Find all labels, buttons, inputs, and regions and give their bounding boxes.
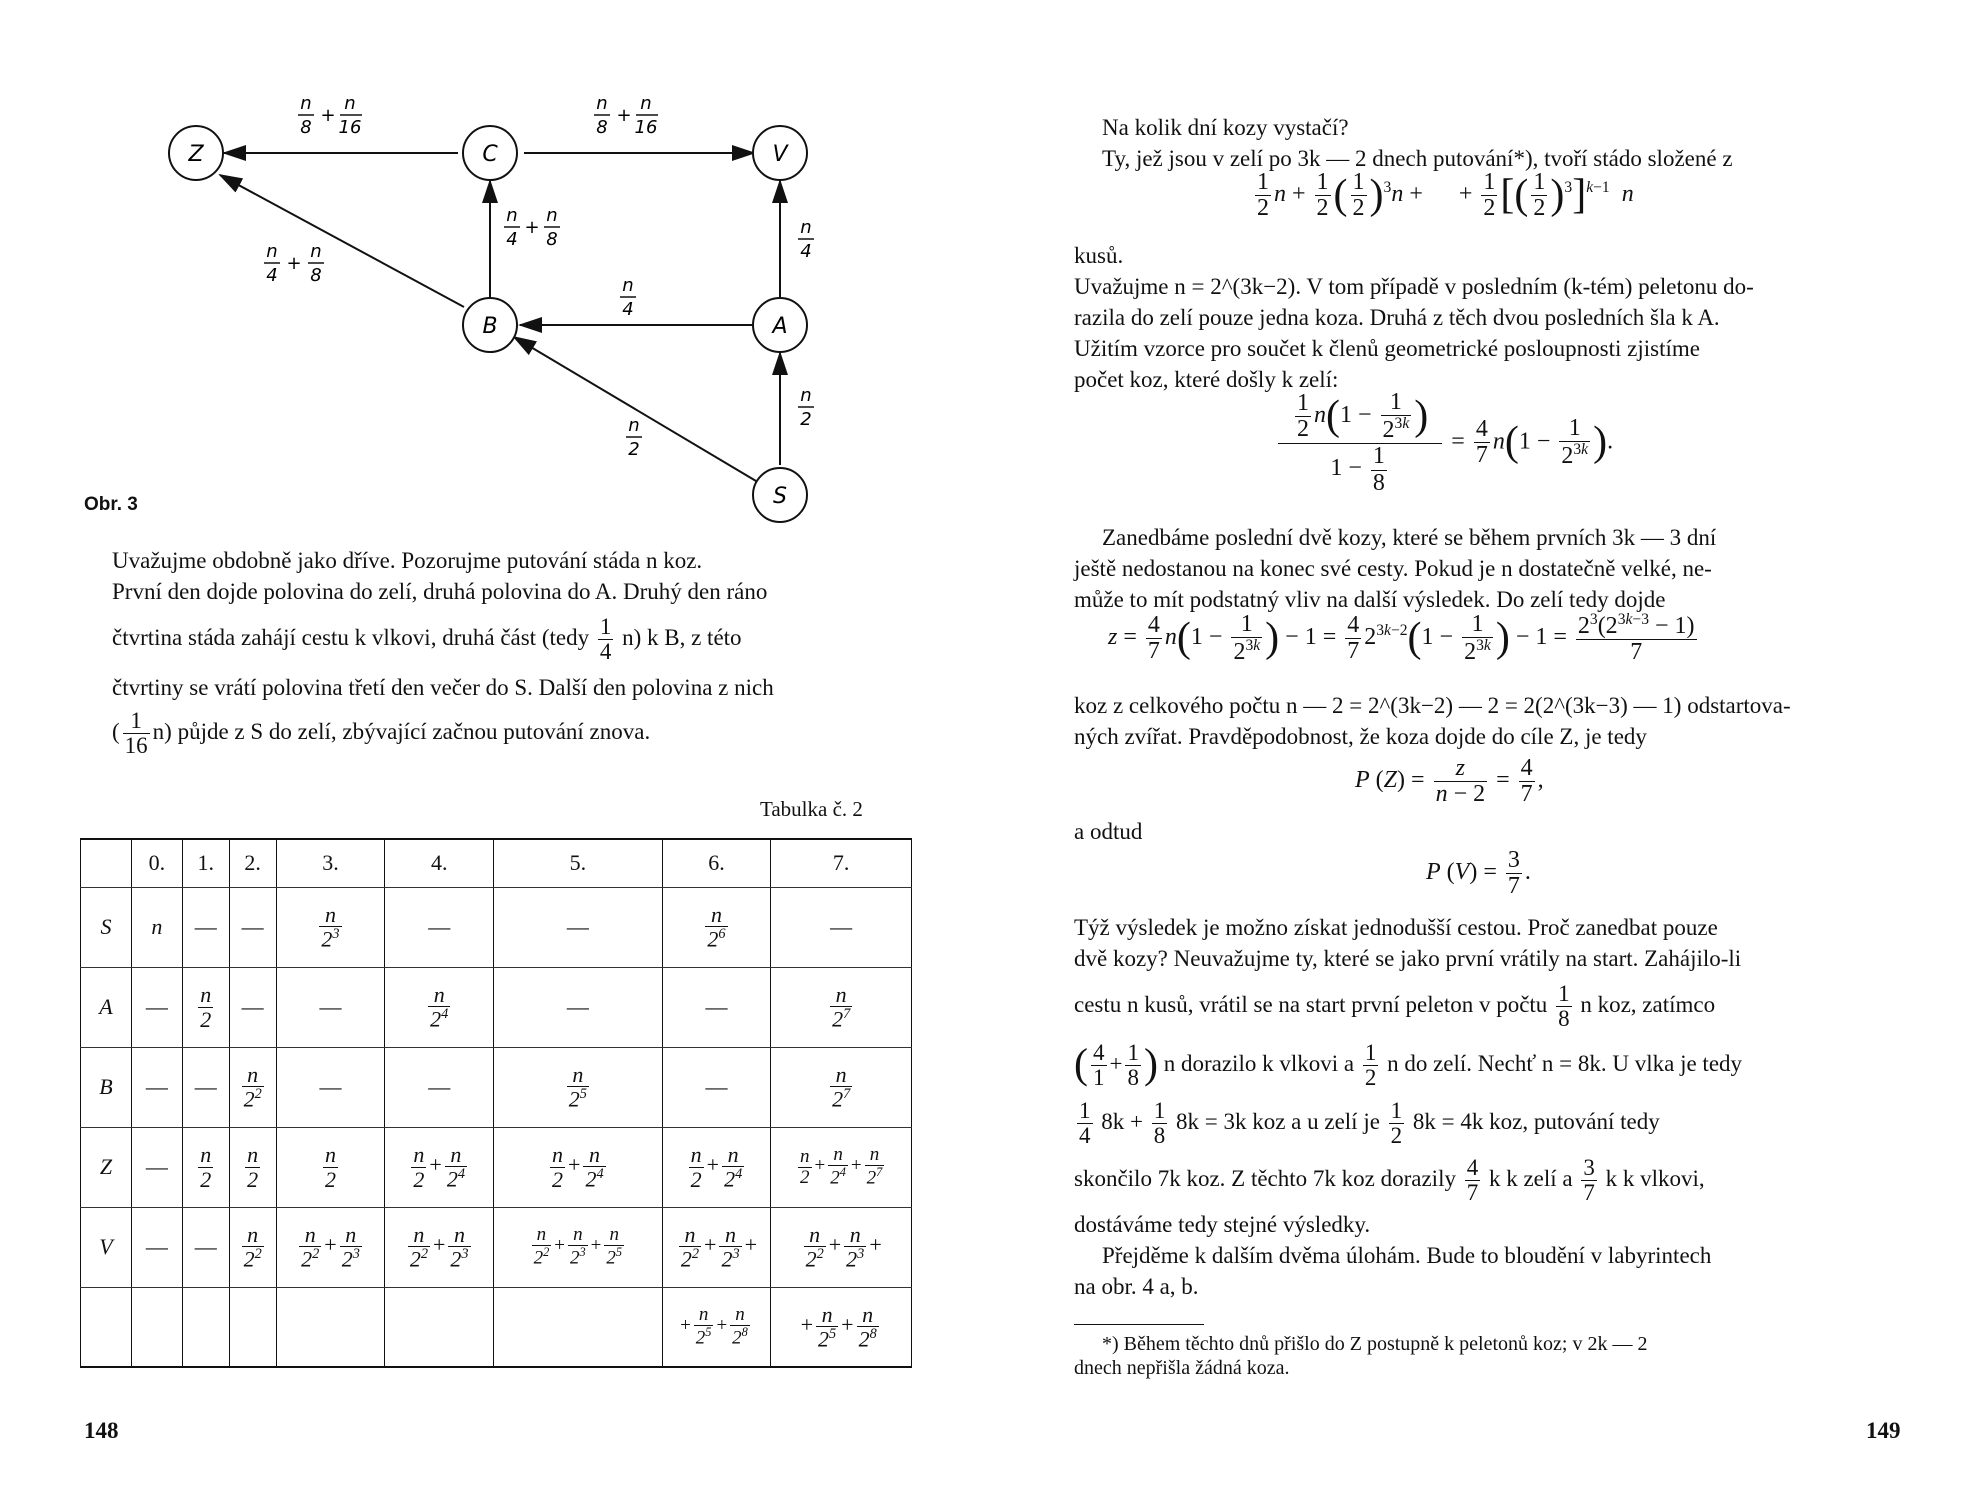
equation-herd-sum: $\frac{1}{2}$ n + $\frac{1}{2}$ ( $\frac{1}{2}$ )$^3$n + + $\frac{1}{2}$ [( $\frac{1}{2}$ )$^3$]$^{k-1}$ n bbox=[1257, 169, 1634, 222]
svg-text:+: + bbox=[320, 105, 336, 126]
text-line: $\frac{1}{4}$ 8k + $\frac{1}{8}$ 8k = 3k koz a u zelí je $\frac{1}{2}$ 8k = 4k koz, putování tedy bbox=[1079, 1097, 1660, 1148]
label-a-b bbox=[620, 275, 636, 320]
svg-text:+: + bbox=[524, 217, 540, 238]
table-row: + $\frac{n}{2^5}$ + $\frac{n}{2^8}$ + $\frac{n}{2^5}$ + $\frac{n}{2^8}$ bbox=[81, 1287, 912, 1367]
label-s-a bbox=[798, 385, 814, 430]
table-2 bbox=[80, 838, 912, 1368]
equation-geometric-sum: $\frac{1}{2}$ n(1 − $\frac{1}{2^{3k}}$ ) 1 − $\frac{1}{8}$ = $\frac{4}{7}$ n(1 − $\frac{1}{2^{3k}}$ ). bbox=[1275, 390, 1613, 496]
edge-b-z bbox=[220, 175, 464, 307]
svg-text:n: n bbox=[640, 93, 652, 114]
row-label: A bbox=[81, 967, 132, 1047]
text-line: ( $\frac{4}{1}$ + $\frac{1}{8}$ ) n dorazilo k vlkovi a $\frac{1}{2}$ n do zelí. Nechť n = 8k. U vlka je tedy bbox=[1074, 1040, 1743, 1091]
a-odtud: a odtud bbox=[1074, 819, 1143, 844]
svg-text:n: n bbox=[596, 93, 608, 114]
text-fragment: cestu n kusů, vrátil se na start první peleton v počtu bbox=[1074, 991, 1548, 1017]
svg-text:+: + bbox=[286, 253, 302, 274]
table-row: S n — — $\frac{n}{2^3}$ — — $\frac{n}{2^6}$ — bbox=[81, 887, 912, 967]
table-header-cell: 2. bbox=[229, 839, 276, 887]
figure-caption: Obr. 3 bbox=[84, 494, 138, 515]
svg-text:V: V bbox=[772, 142, 788, 167]
goat-walk-diagram bbox=[150, 85, 830, 535]
right-paragraph-2 bbox=[1074, 522, 1904, 615]
svg-text:n: n bbox=[310, 241, 322, 262]
left-paragraph bbox=[112, 545, 912, 759]
label-c-z bbox=[298, 93, 362, 138]
equation-pz: P (Z) = $\frac{z}{n - 2}$ = $\frac{4}{7}$ , bbox=[1355, 755, 1544, 808]
text-line: cestu n kusů, vrátil se na start první peleton v počtu $\frac{1}{8}$ n koz, zatímco bbox=[1074, 981, 1716, 1032]
svg-text:8: 8 bbox=[546, 229, 558, 250]
text-fragment: n) půjde z S do zelí, zbývající začnou putování znova. bbox=[152, 719, 651, 745]
text-fragment: n koz, zatímco bbox=[1580, 991, 1716, 1017]
row-label: B bbox=[81, 1047, 132, 1127]
text-fragment: k k vlkovi, bbox=[1605, 1165, 1705, 1191]
right-page bbox=[990, 0, 1980, 1500]
label-b-c bbox=[504, 205, 560, 250]
text-line: Na kolik dní kozy vystačí? bbox=[1102, 115, 1349, 140]
text-fragment: skončilo 7k koz. Z těchto 7k koz dorazily bbox=[1074, 1165, 1456, 1191]
table-header-cell: 1. bbox=[182, 839, 229, 887]
right-paragraph-4 bbox=[1074, 912, 1904, 1302]
text-line: Uvažujme n = 2^(3k−2). V tom případě v posledním (k-tém) peletonu do- bbox=[1074, 274, 1754, 299]
text-fragment: n do zelí. Nechť n = 8k. U vlka je tedy bbox=[1387, 1051, 1743, 1077]
svg-text:n: n bbox=[300, 93, 312, 114]
text-line: čtvrtiny se vrátí polovina třetí den večer do S. Další den polovina z nich bbox=[112, 675, 774, 701]
text-line: ještě nedostanou na konec své cesty. Pokud je n dostatečně velké, ne- bbox=[1074, 556, 1712, 581]
text-line: Uvažujme obdobně jako dříve. Pozorujme putování stáda n koz. bbox=[112, 548, 703, 573]
text-line bbox=[112, 615, 912, 664]
text-line: dvě kozy? Neuvažujme ty, které se jako první vrátily na start. Zahájilo-li bbox=[1074, 946, 1742, 971]
svg-text:2: 2 bbox=[800, 409, 812, 430]
row-label: V bbox=[81, 1207, 132, 1287]
svg-text:n: n bbox=[344, 93, 356, 114]
svg-text:Z: Z bbox=[188, 142, 204, 167]
text-line: skončilo 7k koz. Z těchto 7k koz dorazily $\frac{4}{7}$ k k zelí a $\frac{3}{7}$ k k vlkovi, bbox=[1074, 1154, 1705, 1205]
svg-text:4: 4 bbox=[506, 229, 518, 250]
svg-text:n: n bbox=[546, 205, 558, 226]
svg-text:n: n bbox=[800, 217, 812, 238]
fraction-1-4: $\frac{1}{4}$ bbox=[599, 614, 612, 665]
text-line: Užitím vzorce pro součet k členů geometrické posloupnosti zjistíme bbox=[1074, 336, 1700, 361]
svg-text:4: 4 bbox=[800, 241, 812, 262]
label-c-v bbox=[594, 93, 658, 138]
svg-text:A: A bbox=[772, 314, 788, 339]
page-number: 149 bbox=[1866, 1418, 1901, 1443]
row-label: Z bbox=[81, 1127, 132, 1207]
text-fragment: čtvrtina stáda zahájí cestu k vlkovi, druhá část (tedy bbox=[112, 624, 590, 650]
svg-text:2: 2 bbox=[628, 439, 640, 460]
table-row: B — — $\frac{n}{2^2}$ — — $\frac{n}{2^5}$ — $\frac{n}{2^7}$ bbox=[81, 1047, 912, 1127]
svg-text:8: 8 bbox=[596, 117, 608, 138]
node-v bbox=[753, 126, 807, 180]
right-paragraph-3 bbox=[1074, 690, 1904, 752]
right-paragraph-1 bbox=[1074, 240, 1904, 395]
table-header-cell: 3. bbox=[276, 839, 385, 887]
text-line: kusů. bbox=[1074, 243, 1124, 268]
svg-text:16: 16 bbox=[338, 117, 362, 138]
text-line: Zanedbáme poslední dvě kozy, které se během prvních 3k — 3 dní bbox=[1102, 525, 1717, 550]
svg-text:n: n bbox=[800, 385, 812, 406]
svg-text:S: S bbox=[773, 484, 787, 509]
table-header-cell: 5. bbox=[494, 839, 663, 887]
table-header-cell: 4. bbox=[385, 839, 494, 887]
footnote-line: *) Během těchto dnů přišlo do Z postupně k peletonů koz; v 2k — 2 bbox=[1102, 1333, 1648, 1355]
footnote bbox=[1074, 1332, 1904, 1380]
table-header-cell: 0. bbox=[131, 839, 182, 887]
svg-text:C: C bbox=[482, 142, 498, 167]
svg-text:n: n bbox=[622, 275, 634, 296]
svg-text:16: 16 bbox=[634, 117, 658, 138]
text-line: Týž výsledek je možno získat jednodušší cestou. Proč zanedbat pouze bbox=[1074, 915, 1718, 940]
table-caption: Tabulka č. 2 bbox=[760, 797, 863, 821]
text-fragment: 8k = 4k koz, putování tedy bbox=[1412, 1108, 1660, 1134]
text-line: počet koz, které došly k zelí: bbox=[1074, 367, 1339, 392]
table-header-cell: 6. bbox=[662, 839, 771, 887]
text-line: Přejděme k dalším dvěma úlohám. Bude to bloudění v labyrintech bbox=[1102, 1243, 1712, 1269]
svg-text:4: 4 bbox=[266, 265, 278, 286]
label-a-v bbox=[798, 217, 814, 262]
text-line: První den dojde polovina do zelí, druhá polovina do A. Druhý den ráno bbox=[112, 579, 768, 604]
node-s bbox=[753, 468, 807, 522]
text-line: koz z celkového počtu n — 2 = 2^(3k−2) — 2 = 2(2^(3k−3) — 1) odstartova- bbox=[1074, 693, 1791, 718]
equation-pv: P (V) = $\frac{3}{7}$ . bbox=[1426, 847, 1531, 900]
text-line: Ty, jež jsou v zelí po 3k — 2 dnech putování*), tvoří stádo složené z bbox=[1102, 146, 1733, 171]
table-row: Z — $\frac{n}{2}$ $\frac{n}{2}$ $\frac{n}{2}$ $\frac{n}{2}$ + $\frac{n}{2^4}$ $\frac{n}{2}$ + $\frac{n}{2^4}$ $\frac{n}{2}$ + $\frac{n}{2^4}$ $\frac{n}{2}$ + $\frac{n}{2^4}$ + $\frac{n}{2^7}$ bbox=[81, 1127, 912, 1207]
node-a bbox=[753, 298, 807, 352]
svg-text:B: B bbox=[482, 314, 498, 339]
row-label: S bbox=[81, 887, 132, 967]
text-fragment: 8k = 3k koz a u zelí je bbox=[1175, 1108, 1380, 1134]
table-row: A — $\frac{n}{2}$ — — $\frac{n}{2^4}$ — — $\frac{n}{2^7}$ bbox=[81, 967, 912, 1047]
text-fragment: n) k B, z této bbox=[622, 624, 742, 650]
table-header-cell: 7. bbox=[771, 839, 912, 887]
label-b-z bbox=[264, 241, 324, 286]
text-line: na obr. 4 a, b. bbox=[1074, 1274, 1199, 1300]
text-line: může to mít podstatný vliv na další výsledek. Do zelí tedy dojde bbox=[1074, 587, 1666, 612]
text-line: dostáváme tedy stejné výsledky. bbox=[1074, 1212, 1371, 1238]
footnote-line: dnech nepřišla žádná koza. bbox=[1074, 1357, 1290, 1379]
text-fragment: k k zelí a bbox=[1488, 1165, 1573, 1191]
text-fragment: n dorazilo k vlkovi a bbox=[1163, 1051, 1355, 1077]
svg-text:n: n bbox=[628, 415, 640, 436]
text-line: razila do zelí pouze jedna koza. Druhá z těch dvou posledních šla k A. bbox=[1074, 305, 1720, 330]
text-line: ( $\frac{1}{16}$ n) půjde z S do zelí, zbývající začnou putování znova. bbox=[112, 708, 651, 759]
svg-text:8: 8 bbox=[300, 117, 312, 138]
footnote-rule bbox=[1074, 1324, 1204, 1325]
table-header-row bbox=[81, 839, 912, 887]
text-fragment: 8k + bbox=[1101, 1108, 1143, 1134]
svg-text:+: + bbox=[616, 105, 632, 126]
svg-text:n: n bbox=[506, 205, 518, 226]
right-intro bbox=[1074, 112, 1904, 174]
label-s-b bbox=[626, 415, 642, 460]
node-z bbox=[169, 126, 223, 180]
svg-text:4: 4 bbox=[622, 299, 634, 320]
fraction-1-16: $\frac{1}{16}$ bbox=[124, 708, 148, 759]
page-number: 148 bbox=[84, 1418, 119, 1443]
svg-text:n: n bbox=[266, 241, 278, 262]
node-b bbox=[463, 298, 517, 352]
equation-z: z = $\frac{4}{7}$ n(1 − $\frac{1}{2^{3k}}$ ) − 1 = $\frac{4}{7}$ $2^{3k-2}(1$ − $\frac{1}{2^{3k}}$ ) − 1 = $\frac{2^3(2^{3k-3} - 1)}{7}$ bbox=[1108, 611, 1695, 666]
node-c bbox=[463, 126, 517, 180]
text-line: ných zvířat. Pravděpodobnost, že koza dojde do cíle Z, je tedy bbox=[1074, 724, 1647, 749]
svg-text:8: 8 bbox=[310, 265, 322, 286]
table-row: V — — $\frac{n}{2^2}$ $\frac{n}{2^2}$ + $\frac{n}{2^3}$ $\frac{n}{2^2}$ + $\frac{n}{2^3}$ $\frac{n}{2^2}$ + $\frac{n}{2^3}$ + $\frac{n}{2^5}$ $\frac{n}{2^2}$ + $\frac{n}{2^3}$ + $\frac{n}{2^2}$ + $\frac{n}{2^3}$ + bbox=[81, 1207, 912, 1287]
